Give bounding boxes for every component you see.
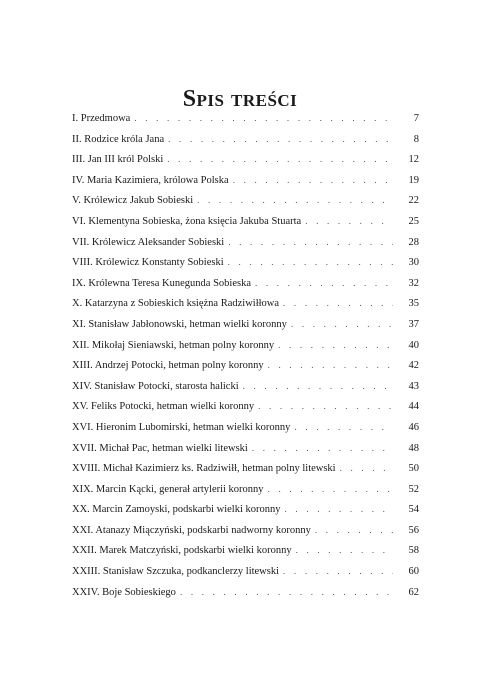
toc-entry — [72, 170, 419, 191]
toc-entry-label: VI. Klementyna Sobieska, żona księcia Jakuba Stuarta — [72, 215, 302, 227]
toc-entry-page-number: 19 — [408, 174, 419, 186]
dot-leader — [315, 520, 393, 541]
toc-entry-label: XVI. Hieronim Lubomirski, hetman wielki koronny — [72, 421, 291, 433]
toc-entry-page-number: 32 — [408, 277, 419, 289]
toc-entry-page-number: 62 — [408, 586, 419, 598]
toc-entry-page-number: 44 — [408, 401, 419, 413]
toc-entry-page-number: 22 — [408, 195, 419, 207]
toc-entry — [72, 108, 419, 129]
toc-entry — [72, 252, 419, 273]
toc-entry-page-number: 25 — [408, 215, 419, 227]
toc-entry — [72, 190, 419, 211]
toc-entry-page-number: 54 — [408, 504, 419, 516]
dot-leader — [252, 438, 393, 459]
dot-leader — [296, 540, 393, 561]
dot-leader — [283, 561, 393, 582]
toc-entry — [72, 582, 419, 603]
toc-entry — [72, 232, 419, 253]
dot-leader — [294, 417, 393, 438]
dot-leader — [258, 396, 393, 417]
toc-entry-page-number: 58 — [408, 545, 419, 557]
toc-entry — [72, 376, 419, 397]
toc-entry — [72, 417, 419, 438]
toc-entry-label: II. Rodzice króla Jana — [72, 133, 165, 145]
dot-leader — [228, 252, 393, 273]
toc-entry-label: I. Przedmowa — [72, 113, 131, 124]
toc-entry-label: XXII. Marek Matczyński, podskarbi wielki koronny — [72, 545, 292, 557]
toc-entry-label: IV. Maria Kazimiera, królowa Polska — [72, 174, 229, 186]
toc-entry — [72, 561, 419, 582]
dot-leader — [167, 149, 393, 170]
toc-entry-page-number: 42 — [408, 360, 419, 372]
toc-entry-page-number: 40 — [408, 339, 419, 351]
toc-entry — [72, 273, 419, 294]
toc-entry-label: III. Jan III król Polski — [72, 154, 164, 166]
toc-entry-label: V. Królewicz Jakub Sobieski — [72, 195, 194, 207]
toc-entry-label: XXIV. Boje Sobieskiego — [72, 586, 176, 598]
toc-entry — [72, 355, 419, 376]
dot-leader — [168, 129, 393, 150]
toc-entry-label: XIV. Stanisław Potocki, starosta halicki — [72, 380, 239, 392]
toc-entry-label: XII. Mikołaj Sieniawski, hetman polny koronny — [72, 339, 275, 351]
dot-leader — [134, 108, 393, 129]
dot-leader — [283, 293, 393, 314]
toc-entry-page-number: 35 — [408, 298, 419, 310]
toc-entry-page-number: 56 — [408, 524, 419, 536]
toc-entry — [72, 211, 419, 232]
dot-leader — [233, 170, 393, 191]
toc-entry-page-number: 48 — [408, 442, 419, 454]
toc-entry-label: XVIII. Michał Kazimierz ks. Radziwiłł, hetman polny litewski — [72, 463, 336, 475]
toc-entry-label: VIII. Królewicz Konstanty Sobieski — [72, 257, 224, 269]
toc-entry-page-number: 52 — [408, 483, 419, 495]
toc-entry-label: XX. Marcin Zamoyski, podskarbi wielki koronny — [72, 504, 281, 516]
toc-entry-label: XIX. Marcin Kącki, generał artylerii koronny — [72, 483, 264, 495]
dot-leader — [285, 499, 393, 520]
toc-entry-label: XVII. Michał Pac, hetman wielki litewski — [72, 442, 248, 454]
toc-entry-page-number: 12 — [408, 154, 419, 166]
dot-leader — [291, 314, 393, 335]
page-title: Spis treści — [182, 86, 298, 113]
toc-entry — [72, 149, 419, 170]
toc-entry — [72, 438, 419, 459]
toc-entry-page-number: 37 — [408, 318, 419, 330]
toc-entry-page-number: 46 — [408, 421, 419, 433]
toc-entry-page-number: 43 — [408, 380, 419, 392]
toc-entry — [72, 520, 419, 541]
toc-entry — [72, 335, 419, 356]
toc-entry-label: VII. Królewicz Aleksander Sobieski — [72, 236, 225, 248]
toc-entry-page-number: 7 — [413, 113, 419, 124]
dot-leader — [197, 190, 393, 211]
dot-leader — [228, 232, 393, 253]
dot-leader — [180, 582, 393, 603]
table-of-contents — [72, 108, 419, 602]
toc-entry-label: XXIII. Stanisław Szczuka, podkanclerzy litewski — [72, 566, 280, 578]
toc-entry-page-number: 8 — [413, 133, 419, 145]
toc-entry-label: XIII. Andrzej Potocki, hetman polny koronny — [72, 360, 264, 372]
toc-entry-page-number: 28 — [408, 236, 419, 248]
toc-entry — [72, 540, 419, 561]
dot-leader — [268, 355, 393, 376]
dot-leader — [268, 479, 393, 500]
dot-leader — [243, 376, 393, 397]
toc-entry-label: IX. Królewna Teresa Kunegunda Sobieska — [72, 277, 251, 289]
toc-entry — [72, 499, 419, 520]
dot-leader — [255, 273, 393, 294]
dot-leader — [305, 211, 393, 232]
toc-entry — [72, 458, 419, 479]
toc-entry — [72, 479, 419, 500]
toc-entry-label: XI. Stanisław Jabłonowski, hetman wielki koronny — [72, 318, 287, 330]
toc-entry — [72, 396, 419, 417]
toc-entry — [72, 129, 419, 150]
toc-entry-label: X. Katarzyna z Sobieskich księżna Radziwiłłowa — [72, 298, 280, 310]
toc-entry-page-number: 50 — [408, 463, 419, 475]
toc-entry-page-number: 30 — [408, 257, 419, 269]
toc-entry-label: XXI. Atanazy Miączyński, podskarbi nadworny koronny — [72, 524, 311, 536]
toc-entry — [72, 293, 419, 314]
toc-entry-page-number: 60 — [408, 566, 419, 578]
toc-entry-label: XV. Feliks Potocki, hetman wielki koronny — [72, 401, 255, 413]
dot-leader — [278, 335, 393, 356]
toc-entry — [72, 314, 419, 335]
dot-leader — [340, 458, 393, 479]
